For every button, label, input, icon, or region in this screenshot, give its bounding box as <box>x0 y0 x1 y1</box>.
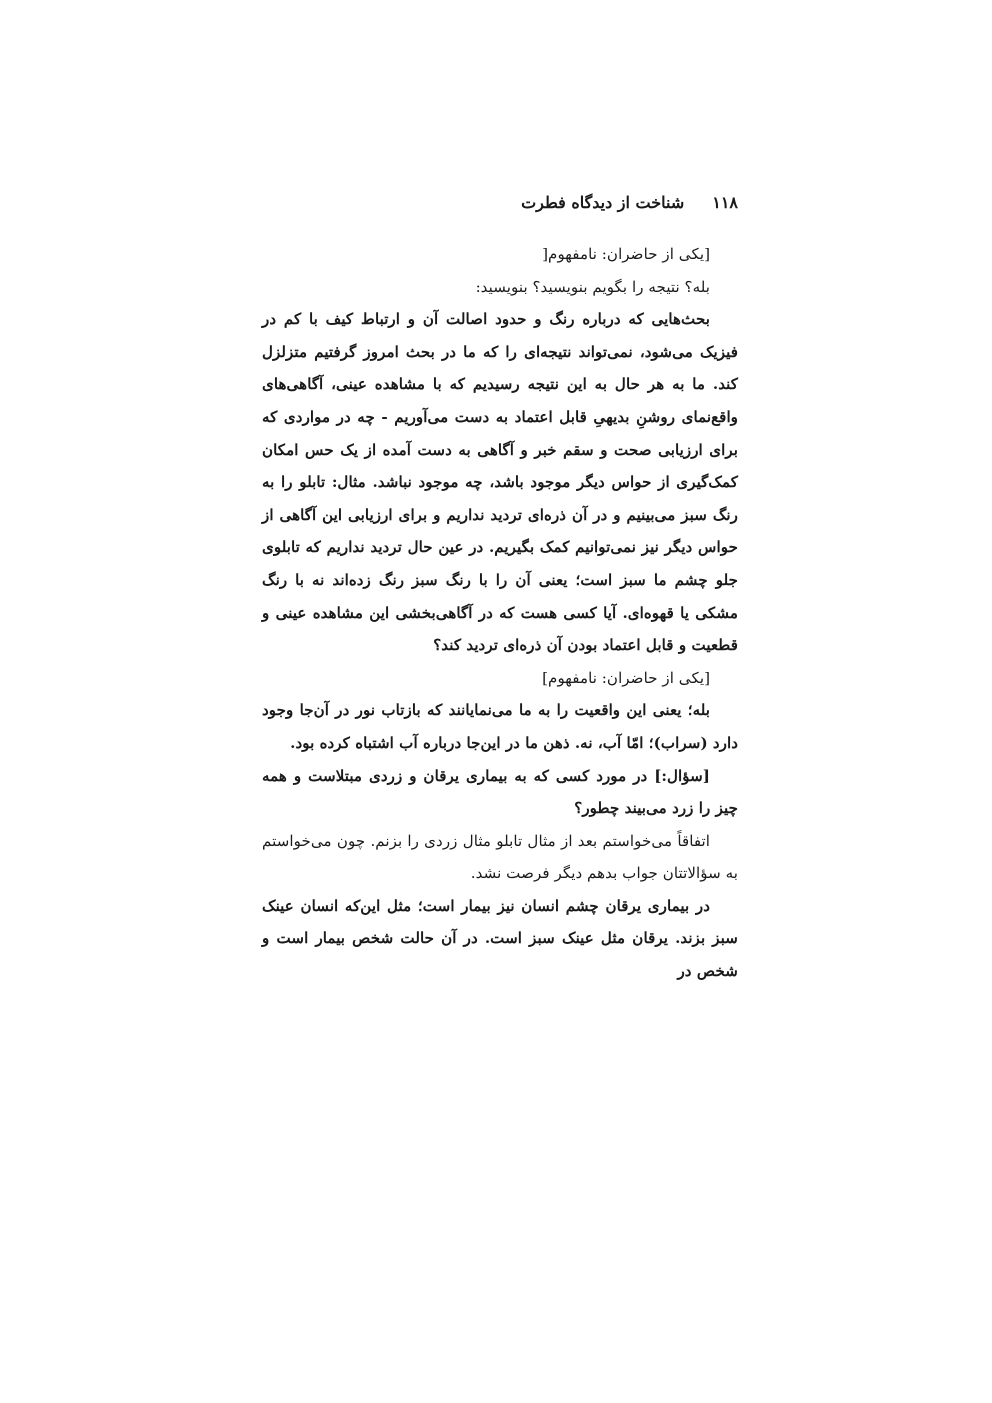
body-text <box>262 238 738 988</box>
paragraph-question-jaundice: [سؤال:] در مورد کسی که به بیماری یرقان و زردی مبتلاست و همه چیز را زرد می‌بیند چطور؟ <box>262 766 738 818</box>
running-head <box>262 186 738 218</box>
paragraph-bracket-note-1: [یکی از حاضران: نامفهوم[ <box>542 245 710 263</box>
paragraph-main-argument: بحث‌هایی که درباره رنگ و حدود اصالت آن و ارتباط کیف با کم در فیزیک می‌شود، نمی‌تواند نتیجه‌ای را که ما در بحث امروز گرفتیم متزلزل کند. ما به هر حال به این نتیجه رسیدیم که با مشاهده عینی، آگاهی‌های واقع‌نمای روشنِ بدیهیِ قابل اعتماد به دست می‌آوریم - چه در مواردی که برای ارزیابی صحت و سقم خبر و آگاهی به دست آمده از یک حس امکان کمک‌گیری از حواس دیگر موجود باشد، چه موجود نباشد. مثال: تابلو را به رنگ سبز می‌بینیم و در آن ذره‌ای تردید نداریم و برای ارزیابی این آگاهی از حواس دیگر نیز نمی‌توانیم کمک بگیریم. در عین حال تردید نداریم که تابلوی جلو چشم ما سبز است؛ یعنی آن را با رنگ سبز رنگ زده‌اند نه با رنگ مشکی یا قهوه‌ای. آیا کسی هست که در آگاهی‌بخشی این مشاهده عینی و قطعیت و قابل اعتماد بودن آن ذره‌ای تردید کند؟ <box>262 310 738 655</box>
running-title: شناخت از دیدگاه فطرت <box>521 192 685 212</box>
paragraph-answer-jaundice: اتفاقاً می‌خواستم بعد از مثال تابلو مثال زردی را بزنم. چون می‌خواستم به سؤالاتتان جواب بدهم دیگر فرصت نشد. <box>262 831 738 883</box>
paragraph-bracket-note-2: [یکی از حاضران: نامفهوم] <box>542 668 710 687</box>
paragraph-jaundice-explanation: در بیماری یرقان چشم انسان نیز بیمار است؛ مثل این‌که انسان عینک سبز بزند. یرقان مثل عینک سبز است. در آن حالت شخص بیمار است و شخص در <box>262 896 738 981</box>
page-number: ۱۱۸ <box>712 192 738 212</box>
paragraph-answer-1: بله؟ نتیجه را بگویم بنویسید؟ بنویسید: <box>475 277 710 296</box>
paragraph-answer-mirage: بله؛ یعنی این واقعیت را به ما می‌نمایانند که بازتاب نور در آن‌جا وجود دارد (سراب)؛ امّا آب، نه. ذهن ما در این‌جا درباره آب اشتباه کرده بود. <box>262 701 738 752</box>
